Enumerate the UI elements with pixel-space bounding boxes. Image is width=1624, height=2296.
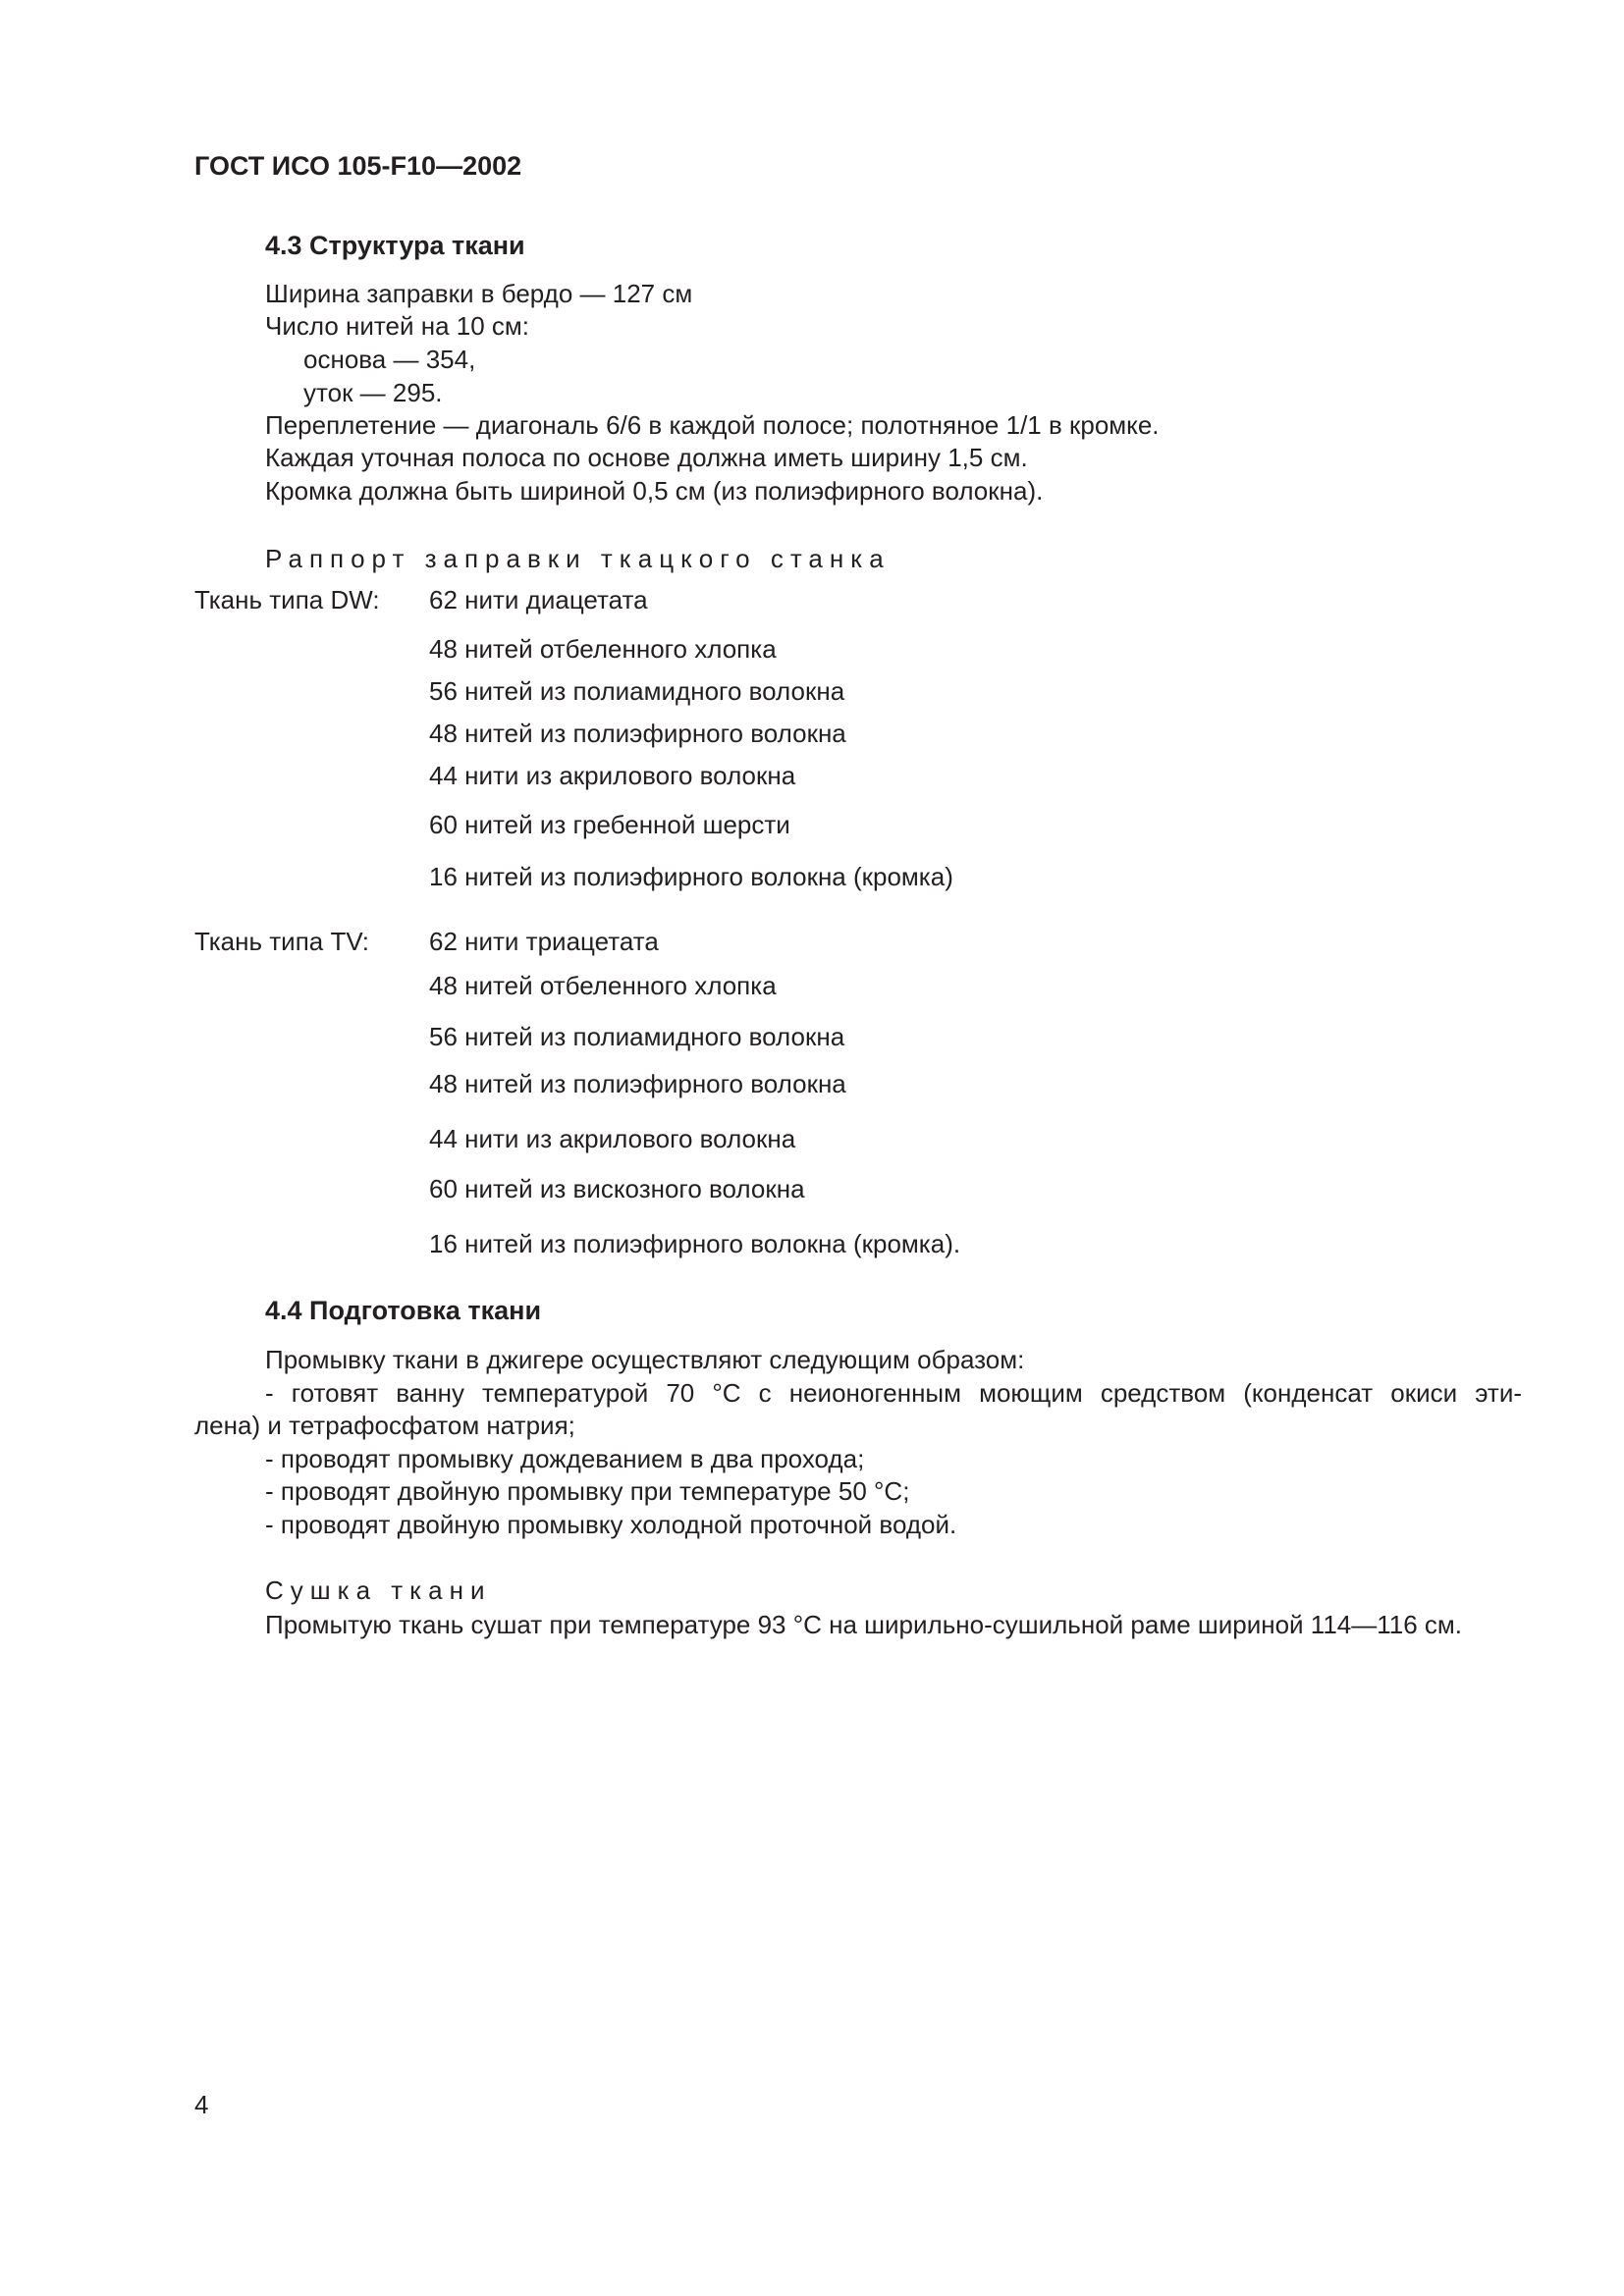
tv-thread-row: 16 нитей из полиэфирного волокна (кромка). [429,1229,961,1258]
stripe-width-text: Каждая уточная полоса по основе должна иметь ширину 1,5 см. [265,443,1028,472]
tv-thread-row: 44 нити из акрилового волокна [429,1124,796,1153]
warp-text: основа — 354, [303,345,476,374]
washing-step-3: - проводят двойную промывку при температуре 50 °С; [265,1476,910,1506]
tv-thread-row: 62 нити триацетата [429,927,659,956]
fabric-tv-label: Ткань типа TV: [194,927,369,956]
dw-thread-row: 62 нити диацетата [429,585,648,614]
page-number: 4 [194,2090,209,2119]
dw-thread-row: 56 нитей из полиамидного волокна [429,676,845,706]
tv-thread-row: 60 нитей из вискозного волокна [429,1174,805,1203]
dw-thread-row: 48 нитей из полиэфирного волокна [429,719,846,748]
tv-thread-row: 48 нитей отбеленного хлопка [429,971,777,1000]
reed-width-text: Ширина заправки в бердо — 127 см [265,279,693,308]
selvedge-text: Кромка должна быть шириной 0,5 см (из полиэфирного волокна). [265,476,1044,506]
dw-thread-row: 60 нитей из гребенной шерсти [429,810,790,839]
loom-setup-title: Раппорт заправки ткацкого станка [265,544,891,573]
section-4-3-heading: 4.3 Структура ткани [265,231,525,260]
drying-text: Промытую ткань сушат при температуре 93 °С на ширильно-сушильной раме шириной 114—116 см. [265,1610,1463,1639]
dw-thread-row: 16 нитей из полиэфирного волокна (кромка) [429,862,953,891]
washing-step-2: - проводят промывку дождеванием в два прохода; [265,1444,865,1473]
standard-code: ГОСТ ИСО 105-F10—2002 [194,151,522,181]
dw-thread-row: 44 нити из акрилового волокна [429,761,796,790]
washing-step-1-continued: лена) и тетрафосфатом натрия; [194,1411,575,1440]
weave-text: Переплетение — диагональ 6/6 в каждой полосе; полотняное 1/1 в кромке. [265,410,1160,440]
washing-intro: Промывку ткани в джигере осуществляют следующим образом: [265,1345,1025,1374]
tv-thread-row: 48 нитей из полиэфирного волокна [429,1069,846,1098]
section-4-4-heading: 4.4 Подготовка ткани [265,1296,542,1325]
washing-step-1: - готовят ванну температурой 70 °С с неионогенным моющим средством (конденсат окиси эти- [265,1378,1522,1408]
washing-step-4: - проводят двойную промывку холодной проточной водой. [265,1510,957,1539]
threads-per-10cm-text: Число нитей на 10 см: [265,311,529,341]
tv-thread-row: 56 нитей из полиамидного волокна [429,1022,845,1051]
weft-text: уток — 295. [303,378,443,407]
drying-title: Сушка ткани [265,1575,492,1605]
fabric-dw-label: Ткань типа DW: [194,585,380,614]
dw-thread-row: 48 нитей отбеленного хлопка [429,634,777,664]
